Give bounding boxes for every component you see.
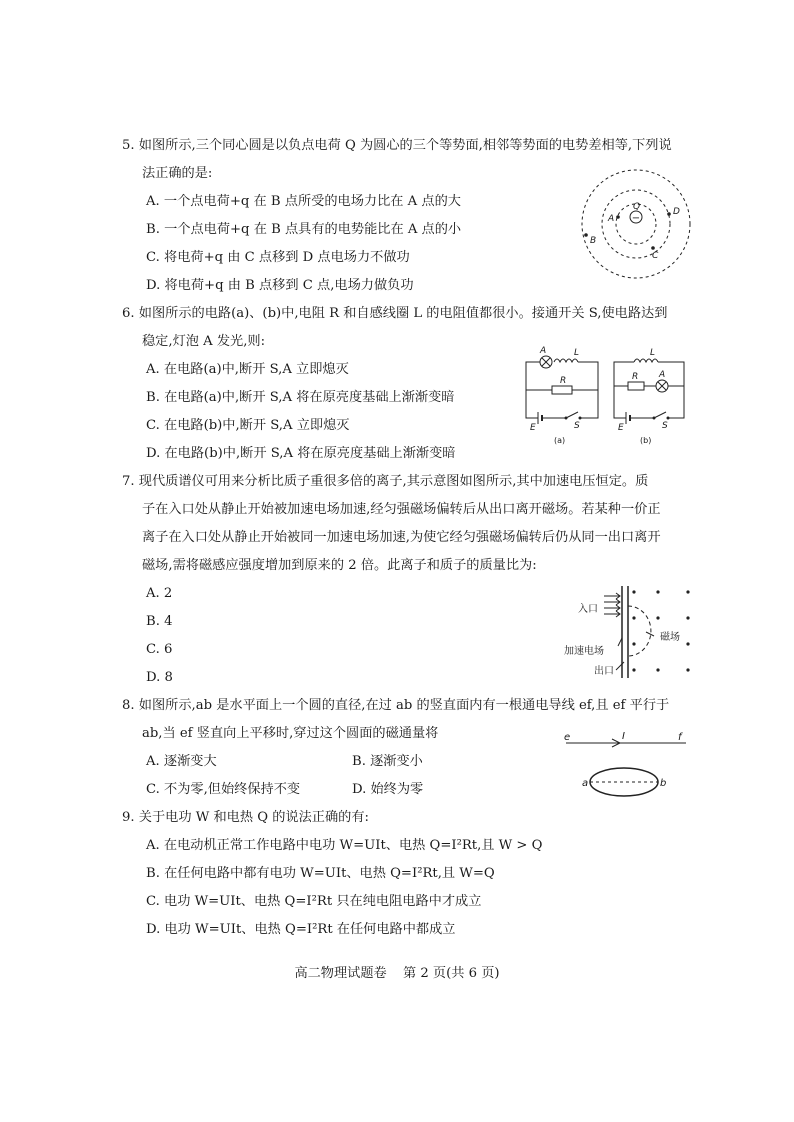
circuit-b [614,348,684,445]
q5-option-c: C. 将电荷+q 由 C 点移到 D 点电场力不做功 [146,250,410,265]
q9-option-b: B. 在任何电路中都有电功 W=UIt、电热 Q=I²Rt,且 W=Q [146,866,495,881]
q8-option-a: A. 逐渐变大 [146,754,217,769]
middle-equipotential-circle [602,190,670,258]
label-entrance: 入口 [578,604,598,615]
label-s: S [662,421,668,431]
label-c: C [652,251,659,261]
q7-stem-line4: 磁场,需将磁感应强度增加到原来的 2 倍。此离子和质子的质量比为: [142,558,537,573]
label-r: R [560,376,567,386]
q9-stem: 9. 关于电功 W 和电热 Q 的说法正确的有: [122,810,369,825]
point-a [616,215,620,219]
label-a: a [582,778,589,789]
switch-icon [654,412,666,418]
q9-option-d: D. 电功 W=UIt、电热 Q=I²Rt 在任何电路中都成立 [146,922,456,937]
q5-equipotential-figure [578,166,694,282]
label-q: Q [633,202,641,212]
label-b: b [660,778,667,789]
label-field: 磁场 [660,632,680,643]
label-s: S [574,421,580,431]
minus-sign: − [631,213,641,224]
inductor-icon [554,359,578,362]
label-lamp-a: A [659,370,666,380]
q7-stem-line3: 离子在入口处从静止开始被同一加速电场加速,为使它经匀强磁场偏转后仍从同一出口离开 [142,530,661,545]
q8-option-d: D. 始终为零 [352,782,424,797]
footer-page-number: 第 2 页(共 6 页) [402,966,500,981]
resistor-icon [628,382,644,390]
page-footer [0,962,794,981]
label-i: I [622,731,625,742]
label-l: L [650,348,656,358]
q7-option-c: C. 6 [146,642,173,657]
label-e: E [530,423,536,433]
caption-b: (b) [640,436,652,445]
q8-stem-line2: ab,当 ef 竖直向上平移时,穿过这个圆面的磁通量将 [142,726,439,741]
switch-icon [566,412,578,418]
q6-option-c: C. 在电路(b)中,断开 S,A 立即熄灭 [146,418,350,433]
q5-option-d: D. 将电荷+q 由 B 点移到 C 点,电场力做负功 [146,278,414,293]
outer-equipotential-circle [582,170,690,278]
caption-a: (a) [554,436,566,445]
label-accel: 加速电场 [564,646,604,657]
circle-ellipse [590,768,658,796]
exit-leader [616,662,624,670]
q5-option-a: A. 一个点电荷+q 在 B 点所受的电场力比在 A 点的大 [146,194,461,209]
label-e: e [564,732,571,743]
q6-option-b: B. 在电路(a)中,断开 S,A 将在原亮度基础上渐渐变暗 [146,390,455,405]
magnetic-field-dots [632,590,689,671]
q7-stem-line2: 子在入口处从静止开始被加速电场加速,经匀强磁场偏转后从出口离开磁场。若某种一价正 [142,502,661,517]
label-l: L [574,348,580,358]
q5-stem-line1: 5. 如图所示,三个同心圆是以负点电荷 Q 为圆心的三个等势面,相邻等势面的电势差相等,下列说 [122,138,672,153]
q8-option-b: B. 逐渐变小 [352,754,423,769]
q6-stem-line1: 6. 如图所示的电路(a)、(b)中,电阻 R 和自感线圈 L 的电阻值都很小。接通开关 S,使电路达到 [122,306,668,321]
point-c [651,246,655,250]
ion-trajectory [628,606,651,656]
q9-option-c: C. 电功 W=UIt、电热 Q=I²Rt 只在纯电阻电路中才成立 [146,894,482,909]
q7-option-b: B. 4 [146,614,173,629]
label-b: B [590,236,597,246]
label-r: R [632,372,639,382]
q6-option-d: D. 在电路(b)中,断开 S,A 将在原亮度基础上渐渐变暗 [146,446,456,461]
label-d: D [673,207,680,217]
q6-circuits-figure [516,346,694,446]
q7-option-a: A. 2 [146,586,173,601]
arrowhead-icon [616,593,620,617]
label-f: f [678,732,682,743]
inductor-icon [634,359,658,362]
q5-option-b: B. 一个点电荷+q 在 B 点具有的电势能比在 A 点的小 [146,222,462,237]
point-d [667,212,671,216]
q7-option-d: D. 8 [146,670,173,685]
footer-title: 高二物理试题卷 [294,966,387,981]
q6-stem-line2: 稳定,灯泡 A 发光,则: [142,334,266,349]
resistor-icon [552,386,572,394]
label-exit: 出口 [594,666,614,677]
q8-option-c: C. 不为零,但始终保持不变 [146,782,301,797]
q5-stem-line2: 法正确的是: [142,166,213,181]
label-e: E [618,423,624,433]
circuit-a [526,346,598,445]
q9-option-a: A. 在电动机正常工作电路中电功 W=UIt、电热 Q=I²Rt,且 W > Q [146,838,543,853]
label-lamp-a: A [540,346,547,356]
q8-wire-circle-figure [560,728,690,806]
q8-stem-line1: 8. 如图所示,ab 是水平面上一个圆的直径,在过 ab 的竖直面内有一根通电导线 ef,且 ef 平行于 [122,698,670,713]
q7-mass-spectrometer-figure [560,584,700,680]
field-leader [646,632,654,636]
label-a: A [608,214,615,224]
q6-option-a: A. 在电路(a)中,断开 S,A 立即熄灭 [146,362,349,377]
q7-stem-line1: 7. 现代质谱仪可用来分析比质子重很多倍的离子,其示意图如图所示,其中加速电压恒定。质 [122,474,649,489]
point-b [584,233,588,237]
